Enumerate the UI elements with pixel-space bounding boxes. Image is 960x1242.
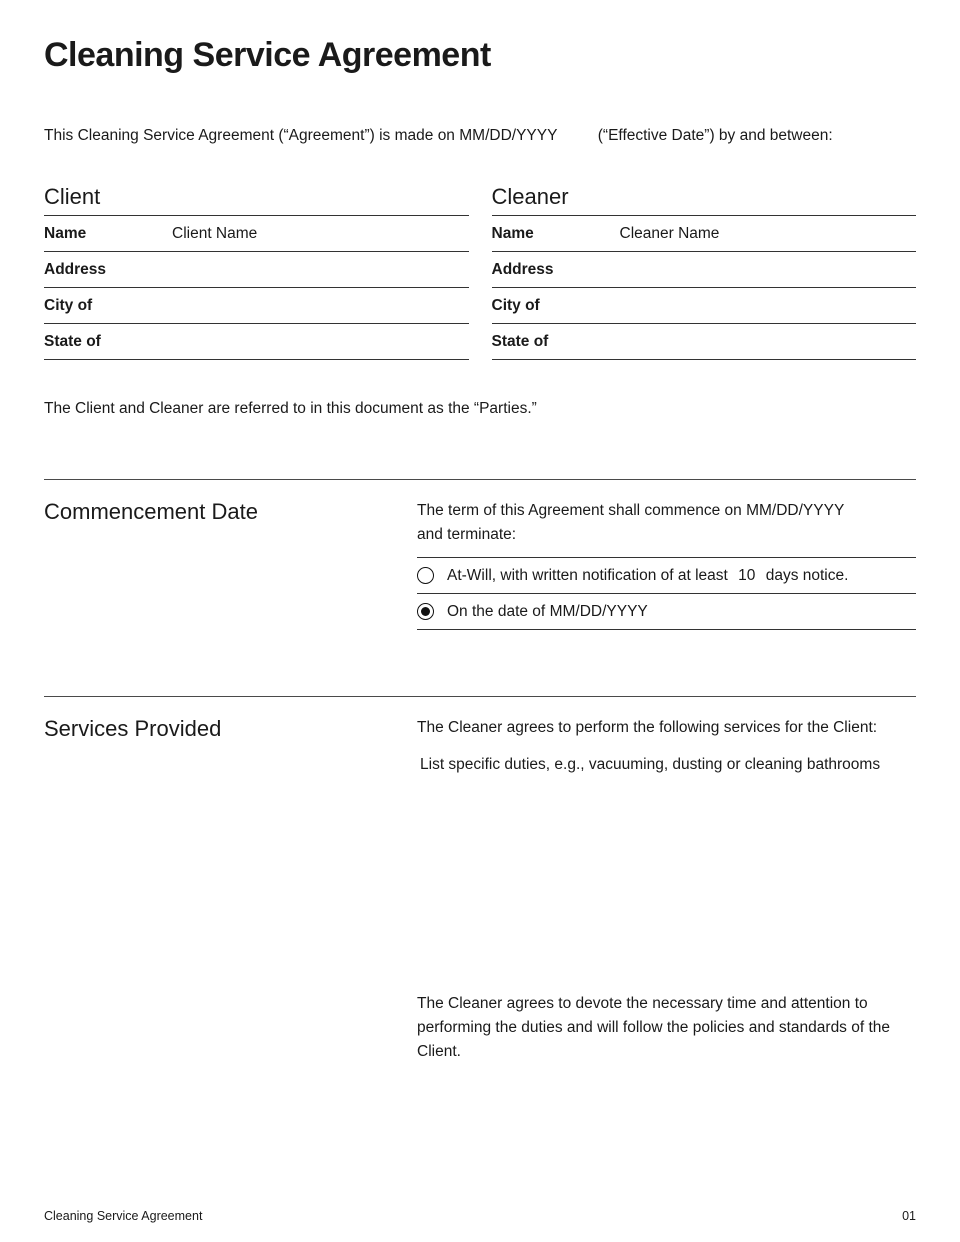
cleaner-city-label: City of xyxy=(491,297,540,314)
services-note: The Cleaner agrees to devote the necessary time and attention to performing the duties and will follow the policies and standards of the Client. xyxy=(417,995,891,1060)
cleaner-section xyxy=(492,185,917,360)
duties-textarea[interactable]: List specific duties, e.g., vacuuming, dusting or cleaning bathrooms xyxy=(420,756,881,773)
radio-on-date-icon[interactable] xyxy=(417,603,434,620)
radio-at-will-icon[interactable] xyxy=(417,567,434,584)
divider xyxy=(44,696,916,697)
option-on-date-text: On the date of MM/DD/YYYY xyxy=(447,603,648,620)
days-notice-field[interactable]: 10 xyxy=(738,567,756,584)
client-name-row[interactable] xyxy=(44,216,469,252)
client-address-row[interactable] xyxy=(44,252,469,288)
term-prefix: The term of this Agreement shall commence on xyxy=(417,502,742,519)
footer-title: Cleaning Service Agreement xyxy=(44,1209,203,1223)
intro-prefix: This Cleaning Service Agreement (“Agreement”) is made on xyxy=(44,127,455,144)
cleaner-name-field[interactable]: Cleaner Name xyxy=(619,225,720,242)
page-title: Cleaning Service Agreement xyxy=(44,36,491,74)
page-footer xyxy=(44,1209,916,1223)
commence-date-field[interactable]: MM/DD/YYYY xyxy=(746,502,845,519)
commencement-term-line xyxy=(417,499,916,523)
client-city-row[interactable] xyxy=(44,288,469,324)
services-section xyxy=(44,716,916,1064)
intro-suffix: (“Effective Date”) by and between: xyxy=(597,127,833,144)
services-heading: Services Provided xyxy=(44,716,222,741)
client-state-row[interactable] xyxy=(44,324,469,360)
termination-date-field[interactable]: MM/DD/YYYY xyxy=(549,603,648,620)
option-at-will[interactable] xyxy=(417,558,916,594)
client-section xyxy=(44,185,469,360)
client-state-label: State of xyxy=(44,333,101,350)
client-name-field[interactable]: Client Name xyxy=(172,225,258,242)
divider xyxy=(44,479,916,480)
commencement-section xyxy=(44,499,916,630)
effective-date-field[interactable]: MM/DD/YYYY xyxy=(459,127,558,144)
cleaner-state-label: State of xyxy=(491,333,549,350)
cleaner-address-label: Address xyxy=(491,261,554,278)
client-heading: Client xyxy=(44,185,469,216)
client-address-label: Address xyxy=(44,261,107,278)
cleaner-name-label: Name xyxy=(491,225,534,242)
option-at-will-text: At-Will, with written notification of at least 10 days notice. xyxy=(447,567,849,584)
cleaner-city-row[interactable] xyxy=(492,288,917,324)
cleaner-heading: Cleaner xyxy=(492,185,917,216)
client-name-label: Name xyxy=(44,225,87,242)
parties-section xyxy=(44,185,916,360)
cleaner-name-row[interactable] xyxy=(492,216,917,252)
intro-paragraph xyxy=(44,127,916,145)
cleaner-address-row[interactable] xyxy=(492,252,917,288)
parties-note: The Client and Cleaner are referred to in this document as the “Parties.” xyxy=(44,400,537,417)
client-city-label: City of xyxy=(44,297,93,314)
page-number: 01 xyxy=(902,1209,916,1223)
commencement-heading: Commencement Date xyxy=(44,499,258,524)
term-suffix: and terminate: xyxy=(417,526,517,543)
services-intro: The Cleaner agrees to perform the following services for the Client: xyxy=(417,719,878,736)
cleaner-state-row[interactable] xyxy=(492,324,917,360)
option-on-date[interactable] xyxy=(417,594,916,630)
